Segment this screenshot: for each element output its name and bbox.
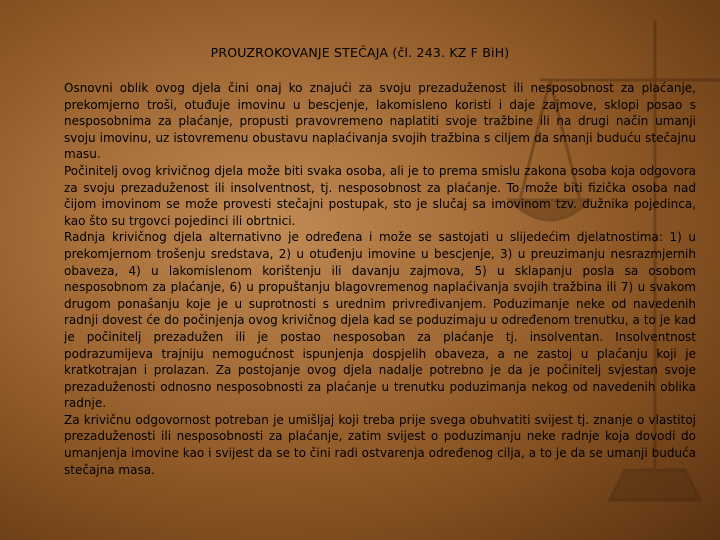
- paragraph-criminal-liability: Za krivičnu odgovornost potreban je umišljaj koji treba prije svega obuhvatiti svijest tj. znanje o vlastitoj prezaduženosti ili nesposobnosti za plaćanje, zatim svijest o poduzimanju neke radnje koja dovodi do umanjenja imovine kao i svijest da se to čini radi ostvarenja određenog cilja, a to je da se umanji buduća stečajna masa.: [64, 412, 696, 477]
- slide-title: PROUZROKOVANJE STEČAJA (čl. 243. KZ F BiH): [210, 45, 510, 60]
- paragraph-criminal-act: Radnja krivičnog djela alternativno je određena i može se sastojati u slijedećim djelatnostima: 1) u prekomjernom trošenju sredstava, 2) u otuđenju imovine u bescjenje, 3) u preuzimanju nesrazmjernih obaveza, 4) u lakomislenom korištenju ili davanju zajmova, 5) u sklapanju posla sa osobom nesposobnom za plaćanje, 6) u propuštanju blagovremenog naplaćivanja svojih tražbina ili 7) u svakom drugom ponašanju koje je u suprotnosti s urednim privređivanjem. Poduzimanje neke od navedenih radnji dovest će do počinjenja ovog krivičnog djela kad se poduzimaju u određenom trenutku, a to je kad je počinitelj prezadužen ili je postao nesposoban za plaćanje tj. insolventan. Insolventnost podrazumijeva trajniju nemogućnost ispunjenja dospjelih obaveza, a ne zastoj u plaćanju koji je kratkotrajan i prolazan. Za postojanje ovog djela nadalje potrebno je da je počinitelj svjestan svoje prezaduženosti odnosno nesposobnosti za plaćanje u trenutku poduzimanja nekog od navedenih oblika radnje.: [64, 230, 696, 411]
- paragraph-perpetrator: Počinitelj ovog krivičnog djela može biti svaka osoba, ali je to prema smislu zakona osoba koja odgovora za svoju prezaduženost ili insolventnost, tj. nesposobnost za plaćanje. To može biti fizička osoba nad čijom imovinom se može provesti stečajni postupak, sto je slučaj sa imovinom tzv. dužnika pojedinca, kao što su trgovci pojedinci ili obrtnici.: [64, 163, 696, 228]
- slide-body: [64, 80, 696, 478]
- paragraph-basic-form: Osnovni oblik ovog djela čini onaj ko znajući za svoju prezaduženost ili nesposobnost za plaćanje, prekomjerno troši, otuđuje imovinu u bescjenje, lakomisleno koristi i daje zajmove, sklopi posao s nesposobnima za plaćanje, propusti pravovremeno naplatiti svoje tražbine ili na drugi način umanji svoju imovinu, uz istovremenu obustavu naplaćivanja svojih tražbina s ciljem da smanji buduću stečajnu masu.: [64, 81, 696, 162]
